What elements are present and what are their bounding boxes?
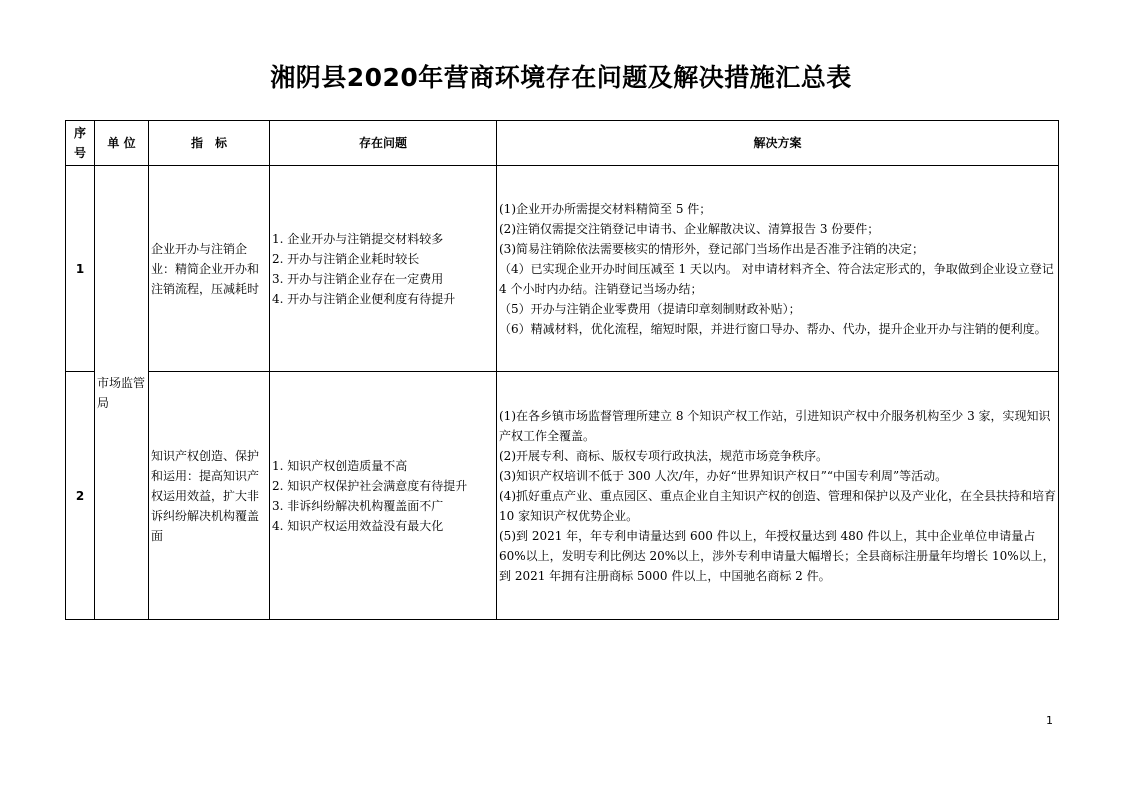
row-seq: 2 [66, 372, 95, 620]
solution-item: (2)开展专利、商标、版权专项行政执法，规范市场竞争秩序。 [499, 448, 829, 463]
solution-item: （4）已实现企业开办时间压减至 1 天以内。 对申请材料齐全、符合法定形式的，争取做到企业设立登记 4 个小时内办结。注销登记当场办结； [499, 261, 1054, 296]
solution-item: (1)企业开办所需提交材料精简至 5 件； [499, 201, 712, 216]
header-seq-line2: 号 [73, 146, 86, 160]
solution-item: (4)抓好重点产业、重点园区、重点企业自主知识产权的创造、管理和保护以及产业化，在全县扶持和培育 10 家知识产权优势企业。 [499, 488, 1057, 523]
solution-item: (3)简易注销除依法需要核实的情形外，登记部门当场作出是否准予注销的决定； [499, 241, 925, 256]
solution-item: （6）精减材料，优化流程，缩短时限，并进行窗口导办、帮办、代办，提升企业开办与注销的便利度。 [499, 321, 1047, 336]
row-indicator: 知识产权创造、保护和运用：提高知识产权运用效益，扩大非诉纠纷解决机构覆盖面 [149, 372, 270, 620]
document-title: 湘阴县2020年营商环境存在问题及解决措施汇总表 [270, 63, 852, 92]
solution-item: (3)知识产权培训不低于 300 人次/年，办好“世界知识产权日”“中国专利周”等活动。 [499, 468, 948, 483]
problem-item: 1. 企业开办与注销提交材料较多 [272, 231, 444, 246]
problem-item: 4. 知识产权运用效益没有最大化 [272, 518, 444, 533]
row-solutions [497, 166, 1059, 372]
header-seq-line1: 序 [73, 126, 86, 140]
row-problems [270, 166, 497, 372]
issues-table [65, 120, 1059, 620]
row-problems [270, 372, 497, 620]
header-indicator: 指 标 [149, 121, 270, 166]
solution-item: (2)注销仅需提交注销登记申请书、企业解散决议、清算报告 3 份要件； [499, 221, 880, 236]
problem-item: 2. 开办与注销企业耗时较长 [272, 251, 420, 266]
header-problems: 存在问题 [270, 121, 497, 166]
solution-item: (1)在各乡镇市场监督管理所建立 8 个知识产权工作站，引进知识产权中介服务机构至少 3 家，实现知识产权工作全覆盖。 [499, 408, 1051, 443]
page-number: 1 [1046, 714, 1053, 727]
header-unit: 单 位 [95, 121, 149, 166]
unit-name-cell: 市场监管局 [95, 166, 149, 620]
table-row [66, 166, 1059, 372]
problem-item: 3. 非诉纠纷解决机构覆盖面不广 [272, 498, 444, 513]
row-solutions [497, 372, 1059, 620]
header-seq [66, 121, 95, 166]
problem-item: 1. 知识产权创造质量不高 [272, 458, 408, 473]
header-solutions: 解决方案 [497, 121, 1059, 166]
problem-item: 4. 开办与注销企业便利度有待提升 [272, 291, 456, 306]
table-header-row [66, 121, 1059, 166]
problem-item: 2. 知识产权保护社会满意度有待提升 [272, 478, 468, 493]
row-seq: 1 [66, 166, 95, 372]
solution-item: (5)到 2021 年，年专利申请量达到 600 件以上，年授权量达到 480 件以上，其中企业单位申请量占 60%以上，发明专利比例达 20%以上，涉外专利申请量大幅增长；全县商标注册量年均增长 10%以上，到 2021 年拥有注册商标 5000 件以上，中国驰名商标 2 件。 [499, 528, 1055, 583]
table-row [66, 372, 1059, 620]
problem-item: 3. 开办与注销企业存在一定费用 [272, 271, 444, 286]
row-indicator: 企业开办与注销企业：精简企业开办和注销流程，压减耗时 [149, 166, 270, 372]
solution-item: （5）开办与注销企业零费用（提请印章刻制财政补贴）； [499, 301, 801, 316]
